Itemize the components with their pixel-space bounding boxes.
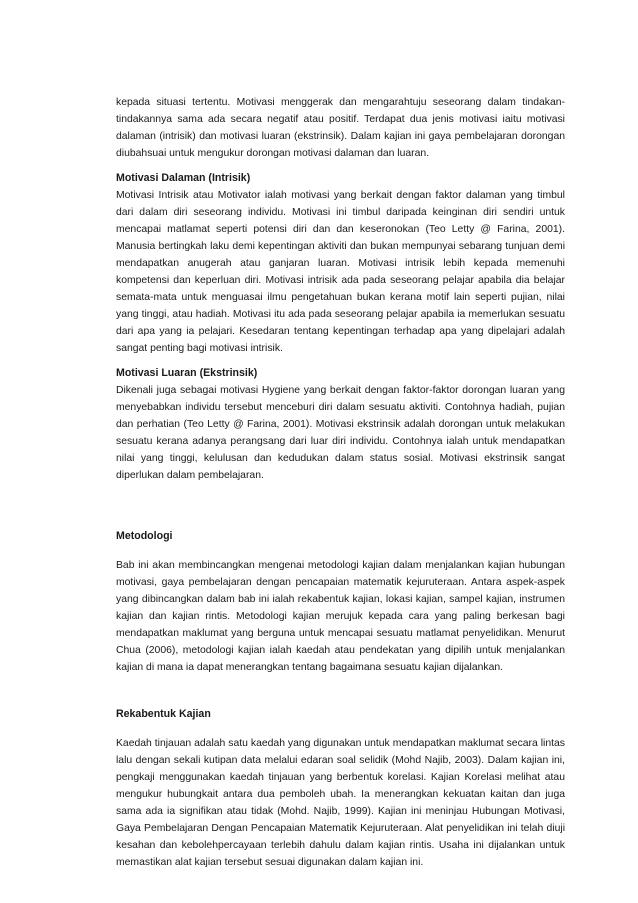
intrinsic-paragraph: Motivasi Intrisik atau Motivator ialah motivasi yang berkait dengan faktor dalaman yang timbul dari dalam diri seseorang individu. Motivasi ini timbul daripada keinginan diri sendiri untuk mencapai matlamat seperti potensi diri dan dan keseronokan (Teo Letty @ Farina, 2001). Manusia bertingkah laku demi kepentingan aktiviti dan bukan mempunyai sebarang tunjuan demi mendapatkan anugerah atau ganjaran luaran. Motivasi intrisik lebih kepada memenuhi kompetensi dan keperluan diri. Motivasi intrisik ada pada seseorang pelajar apabila dia belajar semata-mata untuk menguasai ilmu pengetahuan bukan kerana motif lain seperti pujian, nilai yang tinggi, atau hadiah. Motivasi itu ada pada seseorang pelajar apabila ia memerlukan sesuatu dari apa yang ia pelajari. Kesedaran tentang kepentingan terhadap apa yang dipelajari adalah sangat penting bagi motivasi intrisik. xyxy=(116,190,565,354)
extrinsic-paragraph: Dikenali juga sebagai motivasi Hygiene yang berkait dengan faktor-faktor dorongan luaran yang menyebabkan individu tersebut menceburi diri dalam sesuatu aktiviti. Contohnya hadiah, pujian dan perhatian (Teo Letty @ Farina, 2001). Motivasi ekstrinsik adalah dorongan untuk melakukan sesuatu kerana adanya perangsang dari luar diri individu. Contohnya ialah untuk mendapatkan nilai yang tinggi, kelulusan dan kedudukan dalam status sosial. Motivasi ekstrinsik sangat diperlukan dalam pembelajaran. xyxy=(116,385,565,481)
methodology-paragraph: Bab ini akan membincangkan mengenai metodologi kajian dalam menjalankan kajian hubungan motivasi, gaya pembelajaran dengan pencapaian matematik kejuruteraan. Antara aspek-aspek yang dibincangkan dalam bab ini ialah rekabentuk kajian, lokasi kajian, sampel kajian, instrumen kajian dan kajian rintis. Metodologi kajian merujuk kepada cara yang paling berkesan bagi mendapatkan maklumat yang berguna untuk mencapai sesuatu matlamat penyelidikan. Menurut Chua (2006), metodologi kajian ialah kaedah atau pendekatan yang dipilih untuk menjalankan kajian di mana ia dapat menerangkan tentang bagaimana sesuatu kajian dijalankan. xyxy=(116,560,565,673)
extrinsic-heading: Motivasi Luaran (Ekstrinsik) xyxy=(116,367,258,379)
intrinsic-heading: Motivasi Dalaman (Intrisik) xyxy=(116,172,251,184)
methodology-heading: Metodologi xyxy=(116,530,173,542)
intro-paragraph: kepada situasi tertentu. Motivasi menggerak dan mengarahtuju seseorang dalam tindakan-tindakannya sama ada secara negatif atau positif. Terdapat dua jenis motivasi iaitu motivasi dalaman (intrisik) dan motivasi luaran (ekstrinsik). Dalam kajian ini gaya pembelajaran dorongan diubahsuai untuk mengukur dorongan motivasi dalaman dan luaran. xyxy=(116,97,565,159)
design-paragraph: Kaedah tinjauan adalah satu kaedah yang digunakan untuk mendapatkan maklumat secara lintas lalu dengan sekali kutipan data melalui edaran soal selidik (Mohd Najib, 2003). Dalam kajian ini, pengkaji menggunakan kaedah tinjauan yang berbentuk korelasi. Kajian Korelasi melihat atau mengukur hubungkait antara dua pemboleh ubah. Ia menerangkan kekuatan kaitan dan juga sama ada ia signifikan atau tidak (Mohd. Najib, 1999). Kajian ini meninjau Hubungan Motivasi, Gaya Pembelajaran Dengan Pencapaian Matematik Kejuruteraan. Alat penyelidikan ini telah diuji kesahan dan kebolehpercayaan terlebih dahulu dalam kajian rintis. Usaha ini dijalankan untuk memastikan alat kajian tersebut sesuai digunakan dalam kajian ini. xyxy=(116,738,565,868)
design-heading: Rekabentuk Kajian xyxy=(116,708,211,720)
